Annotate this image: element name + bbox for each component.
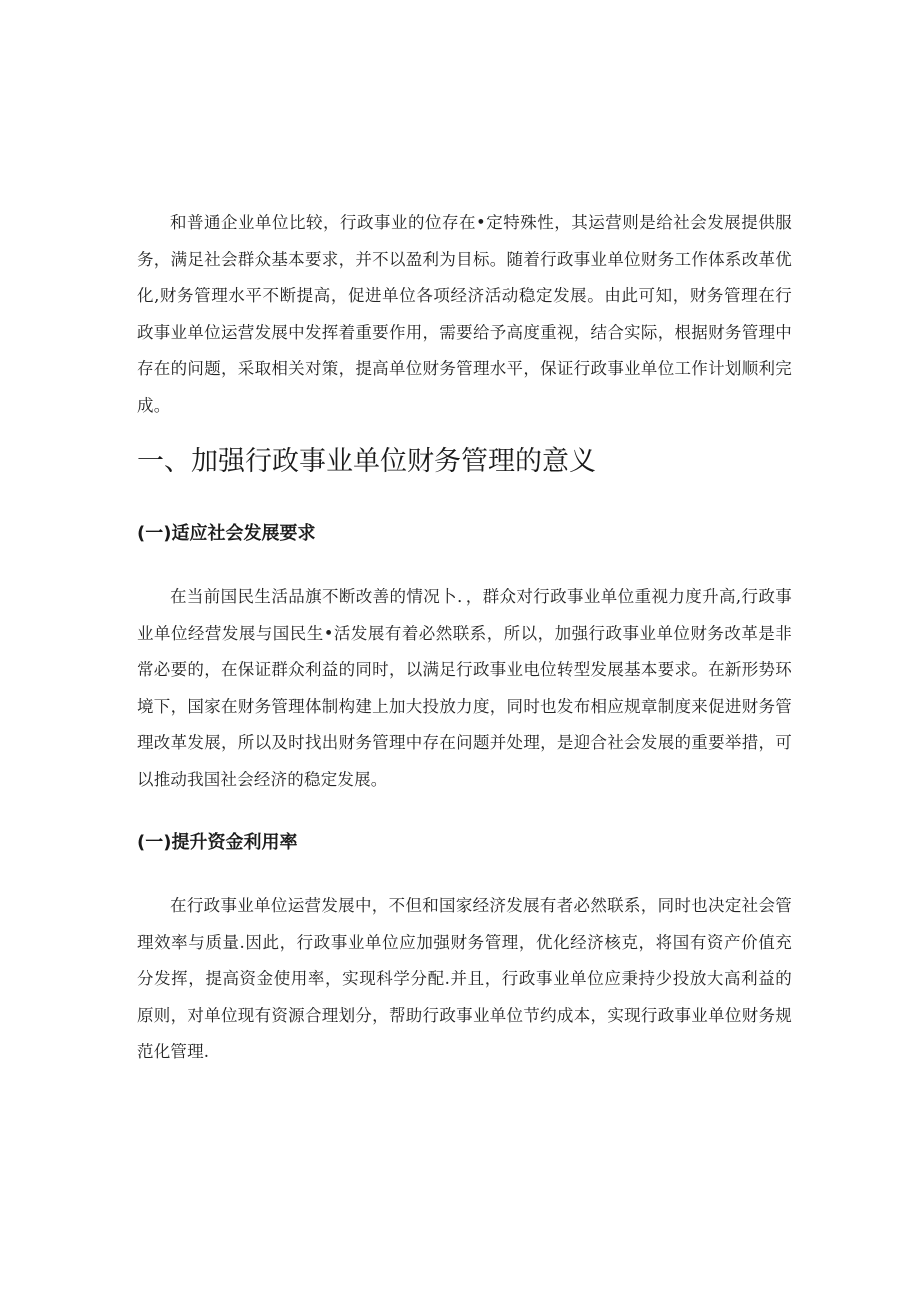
section-heading: 一、加强行政事业单位财务管理的意义	[137, 446, 596, 477]
intro-paragraph: 和普通企业单位比较，行政事业的位存在•定特殊性，其运营则是给社会发展提供服务，满足社会群众基本要求，并不以盈利为目标。随着行政事业单位财务工作体系改革优化,财务管理水平不断提高，促进单位各项经济活动稳定发展。由此可知，财务管理在行政事业单位运营发展中发挥着重要作用，需要给予高度重视，结合实际，根据财务管理中存在的问题，采取相关对策，提高单位财务管理水平，保证行政事业单位工作计划顺利完成。	[137, 213, 792, 415]
subsection-2	[137, 830, 792, 856]
intro-section	[137, 205, 792, 424]
subsection-paragraph: 在当前国民生活品旗不断改善的情况卜．，群众对行政事业单位重视力度升高,行政事业单位经营发展与国民生•活发展有着必然联系，所以，加强行政事业单位财务改革是非常必要的，在保证群众利益的同时，以满足行政事业电位转型发展基本要求。在新形势环境下，国家在财务管理体制构建上加大投放力度，同时也发布相应规章制度来促进财务管理改革发展，所以及时找出财务管理中存在问题并处理，是迎合社会发展的重要举措，可以推动我国社会经济的稳定发展。	[137, 587, 792, 789]
subsection-heading: (一)适应社会发展要求	[137, 523, 316, 544]
subsection-2-body	[137, 888, 792, 1071]
section-heading-container	[137, 444, 792, 480]
subsection-1-body	[137, 579, 792, 798]
subsection-1	[137, 521, 792, 547]
subsection-paragraph: 在行政事业单位运营发展中，不但和国家经济发展有者必然联系，同时也决定社会管理效率与质量.因此，行政事业单位应加强财务管理，优化经济核克，将国有资产价值充分发挥，提高资金使用率，实现科学分配.并且，行政事业单位应秉持少投放大高利益的原则，对单位现有资源合理划分，帮助行政事业单位节约成本，实现行政事业单位财务规范化管理.	[137, 896, 792, 1061]
subsection-heading: (一)提升资金利用率	[137, 832, 298, 853]
